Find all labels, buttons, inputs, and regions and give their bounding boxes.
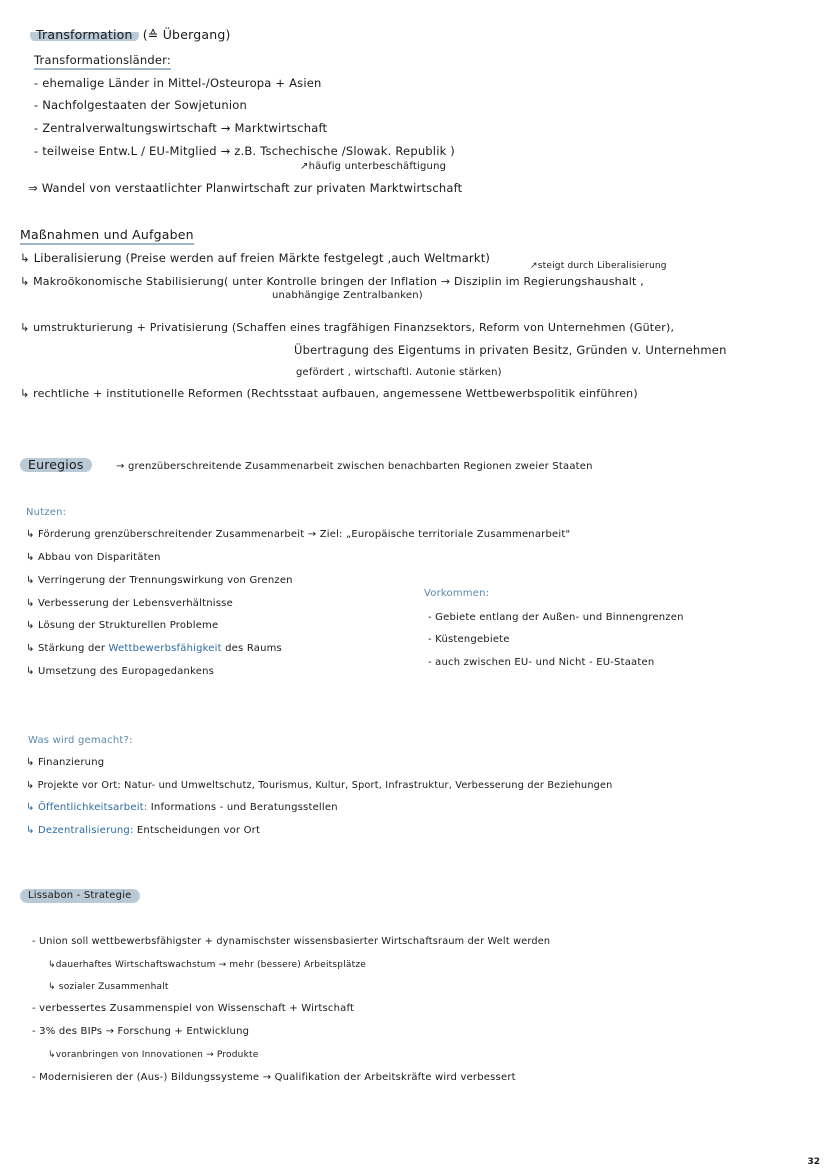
was-wird-gemacht-heading: Was wird gemacht?: [28, 735, 133, 746]
lissabon-3a: ↳voranbringen von Innovationen → Produkte [48, 1050, 259, 1060]
transformation-bullet-2: - Nachfolgestaaten der Sowjetunion [34, 98, 248, 112]
nutzen-6-pre: ↳ Stärkung der [26, 643, 109, 654]
massnahme-2-cont: unabhängige Zentralbanken) [272, 290, 423, 301]
massnahme-4: ↳ rechtliche + institutionelle Reformen (Rechtsstaat aufbauen, angemessene Wettbewerbspolitik einführen) [20, 387, 638, 400]
was-1: ↳ Finanzierung [26, 757, 105, 768]
massnahme-3: ↳ umstrukturierung + Privatisierung (Schaffen eines tragfähigen Finanzsektors, Reform von Unternehmen (Güter), [20, 321, 675, 334]
euregios-title: Euregios [20, 458, 92, 472]
was-4-label: ↳ Dezentralisierung: [26, 825, 134, 836]
massnahme-2-note: ↗steigt durch Liberalisierung [530, 261, 667, 271]
transformationslaender-label: Transformationsländer: [34, 53, 171, 70]
was-3-text: Informations - und Beratungsstellen [147, 802, 338, 813]
nutzen-1: ↳ Förderung grenzüberschreitender Zusammenarbeit → Ziel: „Europäische territoriale Zusammenarbeit" [26, 529, 571, 540]
nutzen-heading: Nutzen: [26, 507, 67, 518]
vorkommen-heading: Vorkommen: [424, 588, 490, 599]
vorkommen-1: - Gebiete entlang der Außen- und Binnengrenzen [428, 612, 684, 623]
lissabon-1a: ↳dauerhaftes Wirtschaftswachstum → mehr (bessere) Arbeitsplätze [48, 960, 366, 970]
massnahme-1: ↳ Liberalisierung (Preise werden auf freien Märkte festgelegt ,auch Weltmarkt) [20, 251, 491, 265]
massnahme-3-cont-2: gefördert , wirtschaftl. Autonie stärken) [296, 367, 502, 378]
nutzen-5: ↳ Lösung der Strukturellen Probleme [26, 620, 219, 631]
nutzen-6-highlight: Wettbewerbsfähigkeit [108, 643, 222, 654]
massnahme-3-cont-1: Übertragung des Eigentums in privaten Besitz, Gründen v. Unternehmen [294, 343, 727, 357]
was-4 [26, 824, 260, 838]
transformation-bullet-4-note: ↗häufig unterbeschäftigung [300, 161, 447, 172]
nutzen-2: ↳ Abbau von Disparitäten [26, 552, 161, 563]
transformation-heading [30, 28, 231, 42]
nutzen-6-post: des Raums [221, 643, 282, 654]
lissabon-1b: ↳ sozialer Zusammenhalt [48, 982, 169, 992]
nutzen-7: ↳ Umsetzung des Europagedankens [26, 666, 215, 677]
lissabon-2: - verbessertes Zusammenspiel von Wissenschaft + Wirtschaft [32, 1003, 355, 1014]
euregios-heading [20, 458, 92, 472]
massnahmen-heading [20, 228, 194, 242]
transformation-bullet-4: - teilweise Entw.L / EU-Mitglied → z.B. Tschechische /Slowak. Republik ) [34, 144, 455, 158]
nutzen-3: ↳ Verringerung der Trennungswirkung von Grenzen [26, 575, 293, 586]
lissabon-1: - Union soll wettbewerbsfähigster + dynamischster wissensbasierter Wirtschaftsraum der Welt werden [32, 936, 551, 947]
transformation-title: Transformation [30, 28, 139, 42]
was-4-text: Entscheidungen vor Ort [133, 825, 261, 836]
massnahmen-title: Maßnahmen und Aufgaben [20, 227, 194, 245]
transformationslaender-subheading [34, 53, 171, 67]
lissabon-heading [20, 889, 140, 903]
transformation-bullet-1: - ehemalige Länder in Mittel-/Osteuropa + Asien [34, 76, 322, 90]
lissabon-title: Lissabon - Strategie [20, 889, 140, 903]
euregios-definition: → grenzüberschreitende Zusammenarbeit zwischen benachbarten Regionen zweier Staaten [116, 461, 593, 472]
transformation-title-suffix: (≙ Übergang) [142, 27, 231, 42]
was-3-label: ↳ Öffentlichkeitsarbeit: [26, 802, 148, 813]
page-number: 32 [807, 1157, 820, 1167]
lissabon-3: - 3% des BIPs → Forschung + Entwicklung [32, 1026, 250, 1037]
transformation-bullet-3: - Zentralverwaltungswirtschaft → Marktwirtschaft [34, 121, 328, 135]
was-2: ↳ Projekte vor Ort: Natur- und Umweltschutz, Tourismus, Kultur, Sport, Infrastruktur, Verbesserung der Beziehungen [26, 780, 613, 791]
lissabon-4: - Modernisieren der (Aus-) Bildungssysteme → Qualifikation der Arbeitskräfte wird verbessert [32, 1072, 516, 1083]
transformation-conclusion: ⇒ Wandel von verstaatlichter Planwirtschaft zur privaten Marktwirtschaft [28, 181, 463, 195]
was-3 [26, 801, 338, 815]
vorkommen-3: - auch zwischen EU- und Nicht - EU-Staaten [428, 657, 655, 668]
vorkommen-2: - Küstengebiete [428, 634, 510, 645]
nutzen-6 [26, 642, 282, 656]
nutzen-4: ↳ Verbesserung der Lebensverhältnisse [26, 598, 233, 609]
massnahme-2: ↳ Makroökonomische Stabilisierung( unter Kontrolle bringen der Inflation → Disziplin im Regierungshaushalt , [20, 275, 644, 288]
